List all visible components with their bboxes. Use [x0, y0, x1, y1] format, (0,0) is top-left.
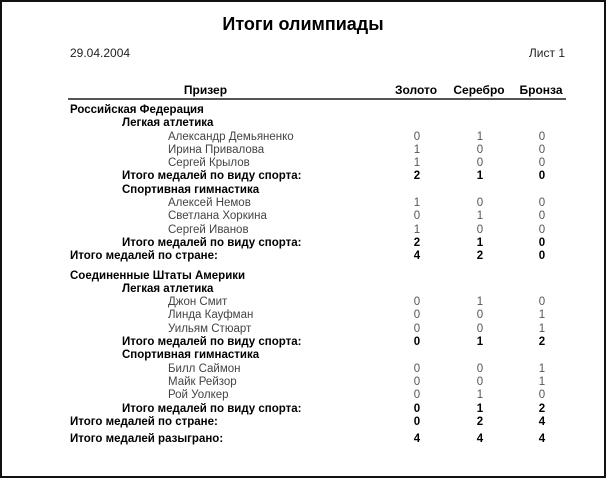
sheet-number: Лист 1 — [528, 46, 565, 60]
bronze-total: 2 — [538, 336, 546, 349]
silver-count: 0 — [476, 309, 484, 322]
gold-grand-total: 4 — [413, 433, 421, 446]
athlete-row — [0, 210, 606, 223]
sport-total-row — [0, 403, 606, 416]
athlete-name: Билл Саймон — [168, 362, 241, 375]
bronze-total: 4 — [538, 415, 546, 428]
bronze-count: 0 — [538, 210, 546, 223]
gold-count: 0 — [413, 362, 421, 375]
gold-total: 2 — [413, 170, 421, 183]
sport-total-row — [0, 336, 606, 349]
silver-total: 1 — [476, 236, 484, 249]
athlete-name: Рой Уолкер — [168, 389, 229, 402]
silver-count: 0 — [476, 223, 484, 236]
bronze-count: 0 — [538, 197, 546, 210]
athlete-name: Александр Демьяненко — [168, 130, 294, 143]
athlete-name: Светлана Хоркина — [168, 210, 267, 223]
country-name: Российская Федерация — [70, 104, 204, 116]
gold-total: 0 — [413, 402, 421, 415]
bronze-total: 2 — [538, 402, 546, 415]
gold-count: 0 — [413, 130, 421, 143]
country-row — [0, 104, 606, 117]
silver-total: 1 — [476, 170, 484, 183]
bronze-count: 0 — [538, 130, 546, 143]
gold-count: 1 — [413, 143, 421, 156]
sport-name: Спортивная гимнастика — [122, 183, 260, 196]
gold-count: 0 — [413, 322, 421, 335]
sport-row — [0, 349, 606, 362]
bronze-count: 0 — [538, 143, 546, 156]
bronze-count: 0 — [538, 157, 546, 170]
column-header-name: Призер — [183, 83, 228, 97]
silver-count: 0 — [476, 375, 484, 388]
gold-count: 1 — [413, 197, 421, 210]
sport-name: Спортивная гимнастика — [122, 349, 260, 362]
header-divider — [68, 98, 566, 100]
sport-total-label: Итого медалей по виду спорта: — [122, 236, 302, 249]
gold-total: 2 — [413, 236, 421, 249]
gold-count: 0 — [413, 309, 421, 322]
athlete-name: Ирина Привалова — [168, 143, 265, 156]
athlete-row — [0, 376, 606, 389]
sport-total-label: Итого медалей по виду спорта: — [122, 336, 302, 349]
sport-row — [0, 117, 606, 130]
report-date: 29.04.2004 — [70, 46, 131, 60]
bronze-count: 1 — [538, 309, 546, 322]
gold-total: 0 — [413, 415, 421, 428]
athlete-name: Сергей Крылов — [168, 157, 250, 170]
sport-name: Легкая атлетика — [122, 282, 214, 295]
athlete-name: Линда Кауфман — [168, 309, 254, 322]
sport-row — [0, 283, 606, 296]
silver-count: 1 — [476, 130, 484, 143]
bronze-grand-total: 4 — [538, 433, 546, 446]
country-row — [0, 270, 606, 283]
gold-total: 4 — [413, 250, 421, 263]
gold-count: 1 — [413, 157, 421, 170]
bronze-count: 1 — [538, 362, 546, 375]
silver-count: 0 — [476, 362, 484, 375]
sport-row — [0, 184, 606, 197]
country-total-label: Итого медалей по стране: — [70, 250, 218, 263]
athlete-name: Уильям Стюарт — [168, 322, 252, 335]
silver-total: 2 — [476, 415, 484, 428]
athlete-row — [0, 296, 606, 309]
silver-count: 0 — [476, 157, 484, 170]
bronze-count: 0 — [538, 223, 546, 236]
gold-count: 0 — [413, 210, 421, 223]
silver-total: 2 — [476, 250, 484, 263]
silver-total: 1 — [476, 336, 484, 349]
country-total-row — [0, 416, 606, 429]
athlete-name: Майк Рейзор — [168, 375, 237, 388]
athlete-row — [0, 144, 606, 157]
gold-count: 0 — [413, 375, 421, 388]
silver-total: 1 — [476, 402, 484, 415]
report-body — [0, 104, 606, 446]
athlete-row — [0, 157, 606, 170]
silver-count: 1 — [476, 296, 484, 309]
sport-name: Легкая атлетика — [122, 117, 214, 130]
athlete-name: Сергей Иванов — [168, 223, 249, 236]
athlete-row — [0, 131, 606, 144]
sport-total-label: Итого медалей по виду спорта: — [122, 402, 302, 415]
silver-count: 0 — [476, 322, 484, 335]
silver-grand-total: 4 — [476, 433, 484, 446]
gold-count: 0 — [413, 389, 421, 402]
country-total-label: Итого медалей по стране: — [70, 415, 218, 428]
grand-total-label: Итого медалей разыграно: — [70, 433, 224, 446]
athlete-row — [0, 197, 606, 210]
silver-count: 0 — [476, 197, 484, 210]
bronze-count: 0 — [538, 389, 546, 402]
sport-total-label: Итого медалей по виду спорта: — [122, 170, 302, 183]
bronze-count: 0 — [538, 296, 546, 309]
sport-total-row — [0, 237, 606, 250]
athlete-row — [0, 309, 606, 322]
column-header-silver: Серебро — [453, 83, 505, 97]
country-total-row — [0, 250, 606, 263]
athlete-row — [0, 224, 606, 237]
grand-total-row — [0, 433, 606, 446]
column-header-gold: Золото — [394, 83, 438, 97]
gold-total: 0 — [413, 336, 421, 349]
athlete-row — [0, 323, 606, 336]
gold-count: 1 — [413, 223, 421, 236]
bronze-total: 0 — [538, 250, 546, 263]
column-header-bronze: Бронза — [519, 83, 563, 97]
athlete-name: Джон Смит — [168, 296, 228, 309]
bronze-count: 1 — [538, 322, 546, 335]
sport-total-row — [0, 170, 606, 183]
bronze-count: 1 — [538, 375, 546, 388]
gold-count: 0 — [413, 296, 421, 309]
athlete-row — [0, 363, 606, 376]
country-name: Соединенные Штаты Америки — [70, 269, 246, 282]
silver-count: 1 — [476, 210, 484, 223]
bronze-total: 0 — [538, 236, 546, 249]
athlete-name: Алексей Немов — [168, 197, 251, 210]
athlete-row — [0, 389, 606, 402]
bronze-total: 0 — [538, 170, 546, 183]
silver-count: 1 — [476, 389, 484, 402]
silver-count: 0 — [476, 143, 484, 156]
report-title: Итоги олимпиады — [222, 14, 384, 34]
